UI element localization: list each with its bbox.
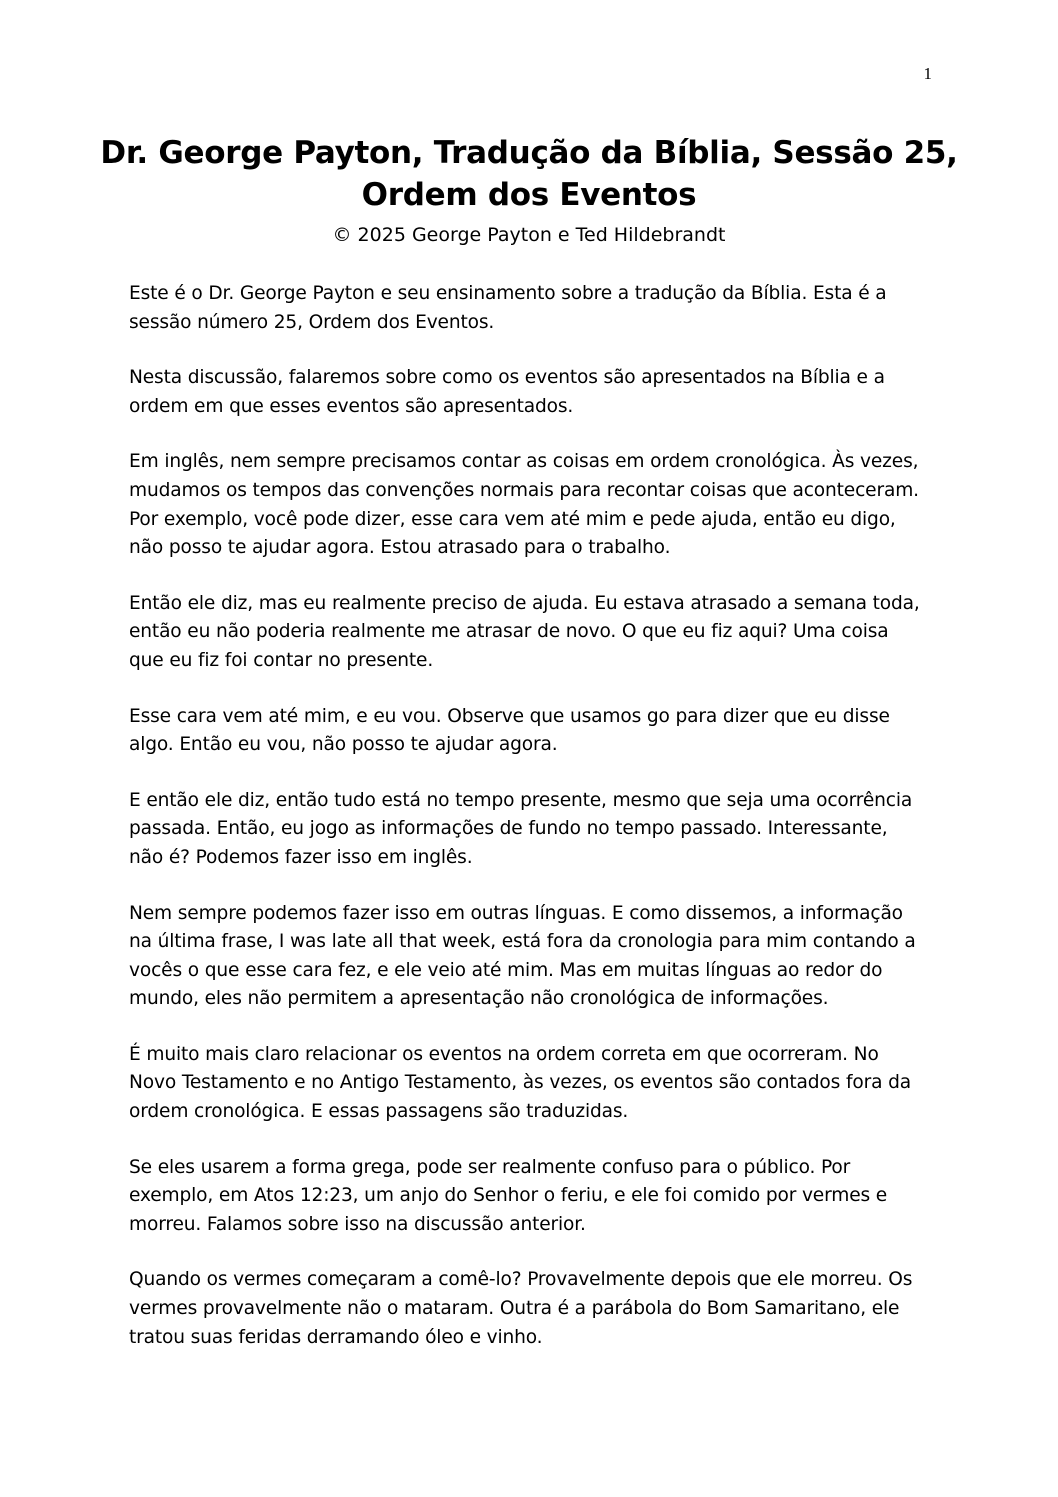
text-line: Por exemplo, você pode dizer, esse cara vem até mim e pede ajuda, então eu digo,	[129, 508, 896, 530]
text-line: Nesta discussão, falaremos sobre como os eventos são apresentados na Bíblia e a	[129, 367, 885, 389]
title-line: Dr. George Payton, Tradução da Bíblia, Sessão 25,	[100, 135, 958, 171]
document-body	[129, 280, 939, 1379]
paragraph	[129, 364, 939, 421]
text-line: não posso te ajudar agora. Estou atrasado para o trabalho.	[129, 537, 671, 559]
title-line: Ordem dos Eventos	[361, 177, 697, 213]
text-line: ordem cronológica. E essas passagens são traduzidas.	[129, 1101, 629, 1123]
text-line: Em inglês, nem sempre precisamos contar as coisas em ordem cronológica. Às vezes,	[129, 451, 919, 473]
text-line: Este é o Dr. George Payton e seu ensinamento sobre a tradução da Bíblia. Esta é a	[129, 283, 887, 304]
text-line: ordem em que esses eventos são apresentados.	[129, 395, 574, 417]
paragraph	[129, 1041, 939, 1127]
paragraph	[129, 1154, 939, 1240]
text-line: passada. Então, eu jogo as informações de fundo no tempo passado. Interessante,	[129, 818, 888, 840]
text-line: Então ele diz, mas eu realmente preciso de ajuda. Eu estava atrasado a semana toda,	[129, 592, 920, 614]
text-line: Nem sempre podemos fazer isso em outras línguas. E como dissemos, a informação	[129, 902, 903, 924]
paragraph	[129, 900, 939, 1014]
text-line: mundo, eles não permitem a apresentação não cronológica de informações.	[129, 988, 829, 1010]
document-title	[100, 132, 958, 216]
paragraph	[129, 590, 939, 676]
text-line: E então ele diz, então tudo está no tempo presente, mesmo que seja uma ocorrência	[129, 789, 913, 811]
text-line: exemplo, em Atos 12:23, um anjo do Senhor o feriu, e ele foi comido por vermes e	[129, 1185, 888, 1207]
page-number: 1	[923, 64, 932, 83]
text-line: Esse cara vem até mim, e eu vou. Observe que usamos go para dizer que eu disse	[129, 705, 890, 727]
text-line: então eu não poderia realmente me atrasar de novo. O que eu fiz aqui? Uma coisa	[129, 621, 889, 643]
text-line: Se eles usarem a forma grega, pode ser realmente confuso para o público. Por	[129, 1156, 851, 1178]
text-line: mudamos os tempos das convenções normais para recontar coisas que aconteceram.	[129, 479, 919, 501]
paragraph	[129, 703, 939, 760]
text-line: que eu fiz foi contar no presente.	[129, 649, 434, 671]
text-line: vermes provavelmente não o mataram. Outra é a parábola do Bom Samaritano, ele	[129, 1298, 900, 1320]
paragraph	[129, 787, 939, 873]
text-line: É muito mais claro relacionar os eventos na ordem correta em que ocorreram. No	[129, 1043, 879, 1065]
paragraph	[129, 280, 939, 337]
copyright-notice: © 2025 George Payton e Ted Hildebrandt	[332, 224, 726, 246]
text-line: tratou suas feridas derramando óleo e vinho.	[129, 1326, 543, 1348]
text-line: na última frase, I was late all that week, está fora da cronologia para mim contando a	[129, 931, 916, 953]
text-line: sessão número 25, Ordem dos Eventos.	[129, 311, 495, 333]
paragraph	[129, 448, 939, 562]
paragraph	[129, 1266, 939, 1352]
text-line: Quando os vermes começaram a comê-lo? Provavelmente depois que ele morreu. Os	[129, 1269, 913, 1291]
text-line: vocês o que esse cara fez, e ele veio até mim. Mas em muitas línguas ao redor do	[129, 959, 883, 981]
text-line: algo. Então eu vou, não posso te ajudar agora.	[129, 734, 558, 756]
text-line: morreu. Falamos sobre isso na discussão anterior.	[129, 1213, 586, 1235]
text-line: Novo Testamento e no Antigo Testamento, às vezes, os eventos são contados fora da	[129, 1072, 911, 1094]
text-line: não é? Podemos fazer isso em inglês.	[129, 846, 473, 868]
